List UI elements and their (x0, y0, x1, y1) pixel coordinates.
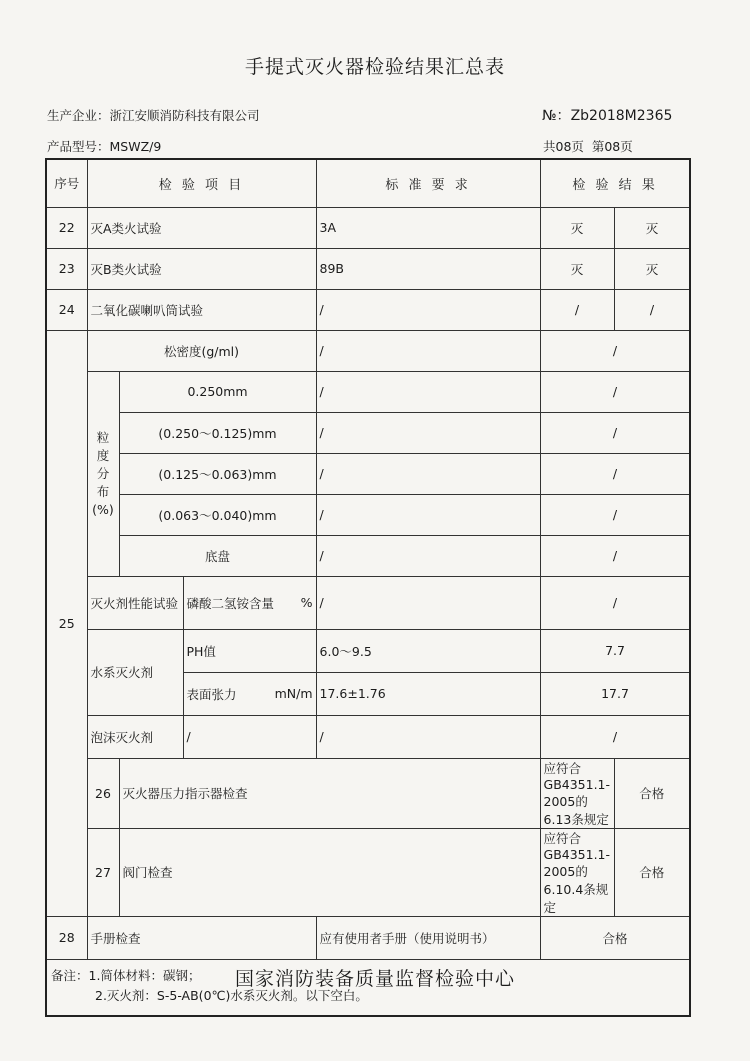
particle-size-cell: (0.063～0.040)mm (119, 494, 316, 535)
result-cell: / (540, 715, 690, 758)
result-cell: 灭 (614, 248, 690, 289)
standard-cell: 17.6±1.76 (316, 672, 540, 715)
number-symbol: №： (542, 108, 571, 124)
particle-size-cell: 底盘 (119, 535, 316, 576)
foam-agent-label: 泡沫灭火剂 (87, 715, 183, 758)
table-row (46, 289, 690, 330)
ph-label: PH值 (183, 629, 316, 672)
table-row (46, 207, 690, 248)
foam-agent-sub: / (183, 715, 316, 758)
item-cell: 灭A类火试验 (87, 207, 316, 248)
particle-distribution-label: 粒 度 分 布 (%) (87, 371, 119, 576)
result-cell: 合格 (614, 758, 690, 828)
result-cell: 7.7 (540, 629, 690, 672)
total-pages: 共08页 (543, 139, 584, 154)
standard-cell: 6.0～9.5 (316, 629, 540, 672)
product-model: 产品型号：MSWZ/9 (47, 139, 162, 154)
table-row (46, 330, 690, 371)
current-page: 第08页 (591, 139, 633, 154)
item-cell: 灭火器压力指示器检查 (119, 758, 540, 828)
standard-cell: 应符合GB4351.1-2005的6.13条规定 (540, 758, 614, 828)
standard-cell: / (316, 412, 540, 453)
table-row (46, 715, 690, 758)
standard-cell: / (316, 535, 540, 576)
result-cell: 灭 (540, 248, 614, 289)
header-row (46, 159, 690, 207)
standard-cell: 应符合GB4351.1-2005的6.10.4条规定 (540, 828, 614, 916)
header-standard: 标 准 要 求 (316, 159, 540, 207)
number-value: Zb2018M2365 (570, 108, 673, 124)
note-line-1: 1.简体材料：碳钢； (88, 967, 201, 983)
standard-cell: / (316, 494, 540, 535)
standard-cell: / (316, 289, 540, 330)
standard-cell: / (316, 576, 540, 629)
manufacturer: 生产企业：浙江安顺消防科技有限公司 (47, 108, 260, 123)
page-info (543, 137, 633, 155)
header-item: 检 验 项 目 (87, 159, 316, 207)
result-cell: / (614, 289, 690, 330)
particle-size-cell: (0.250～0.125)mm (119, 412, 316, 453)
header-seq: 序号 (46, 159, 87, 207)
item-cell: 阀门检查 (119, 828, 540, 916)
result-cell: / (540, 371, 690, 412)
standard-cell: / (316, 371, 540, 412)
result-cell: / (540, 576, 690, 629)
standard-cell: 应有使用者手册（使用说明书） (316, 916, 540, 959)
result-cell: / (540, 535, 690, 576)
table-row (46, 535, 690, 576)
result-cell: / (540, 453, 690, 494)
result-cell: / (540, 330, 690, 371)
seq-cell: 26 (87, 758, 119, 828)
seq-cell: 24 (46, 289, 87, 330)
table-row (46, 371, 690, 412)
particle-size-cell: 0.250mm (119, 371, 316, 412)
item-cell: 松密度(g/ml) (87, 330, 316, 371)
result-cell: / (540, 494, 690, 535)
seq-cell: 28 (46, 916, 87, 959)
notes-label: 备注： (51, 967, 89, 983)
note-line-2: 2.灭火剂：S-5-AB(0℃)水系灭火剂。以下空白。 (95, 987, 368, 1003)
water-agent-label: 水系灭火剂 (87, 629, 183, 715)
table-row (46, 494, 690, 535)
result-cell: 合格 (540, 916, 690, 959)
table-row (46, 758, 690, 828)
standard-cell: / (316, 330, 540, 371)
report-number (542, 105, 672, 125)
result-cell: / (540, 412, 690, 453)
item-cell: 二氧化碳喇叭筒试验 (87, 289, 316, 330)
agent-performance-label: 灭火剂性能试验 (87, 576, 183, 629)
standard-cell: 89B (316, 248, 540, 289)
seq-cell: 23 (46, 248, 87, 289)
seq-cell: 27 (87, 828, 119, 916)
result-cell: 合格 (614, 828, 690, 916)
header-result: 检 验 结 果 (540, 159, 690, 207)
table-row (46, 828, 690, 916)
issuing-center: 国家消防装备质量监督检验中心 (234, 968, 515, 990)
table-row (46, 453, 690, 494)
table-row (46, 248, 690, 289)
item-cell: 灭B类火试验 (87, 248, 316, 289)
agent-performance-sub: 磷酸二氢铵含量 % (183, 576, 316, 629)
table-row (46, 576, 690, 629)
result-cell: 17.7 (540, 672, 690, 715)
table-row (46, 916, 690, 959)
document-title: 手提式灭火器检验结果汇总表 (244, 56, 505, 78)
seq-cell: 22 (46, 207, 87, 248)
standard-cell: / (316, 715, 540, 758)
surface-tension-label: 表面张力 mN/m (183, 672, 316, 715)
seq-cell: 25 (46, 330, 87, 916)
table-row (46, 629, 690, 672)
result-cell: 灭 (540, 207, 614, 248)
standard-cell: 3A (316, 207, 540, 248)
item-cell: 手册检查 (87, 916, 316, 959)
table-row (46, 412, 690, 453)
particle-size-cell: (0.125～0.063)mm (119, 453, 316, 494)
standard-cell: / (316, 453, 540, 494)
results-table (45, 158, 691, 1017)
result-cell: 灭 (614, 207, 690, 248)
result-cell: / (540, 289, 614, 330)
